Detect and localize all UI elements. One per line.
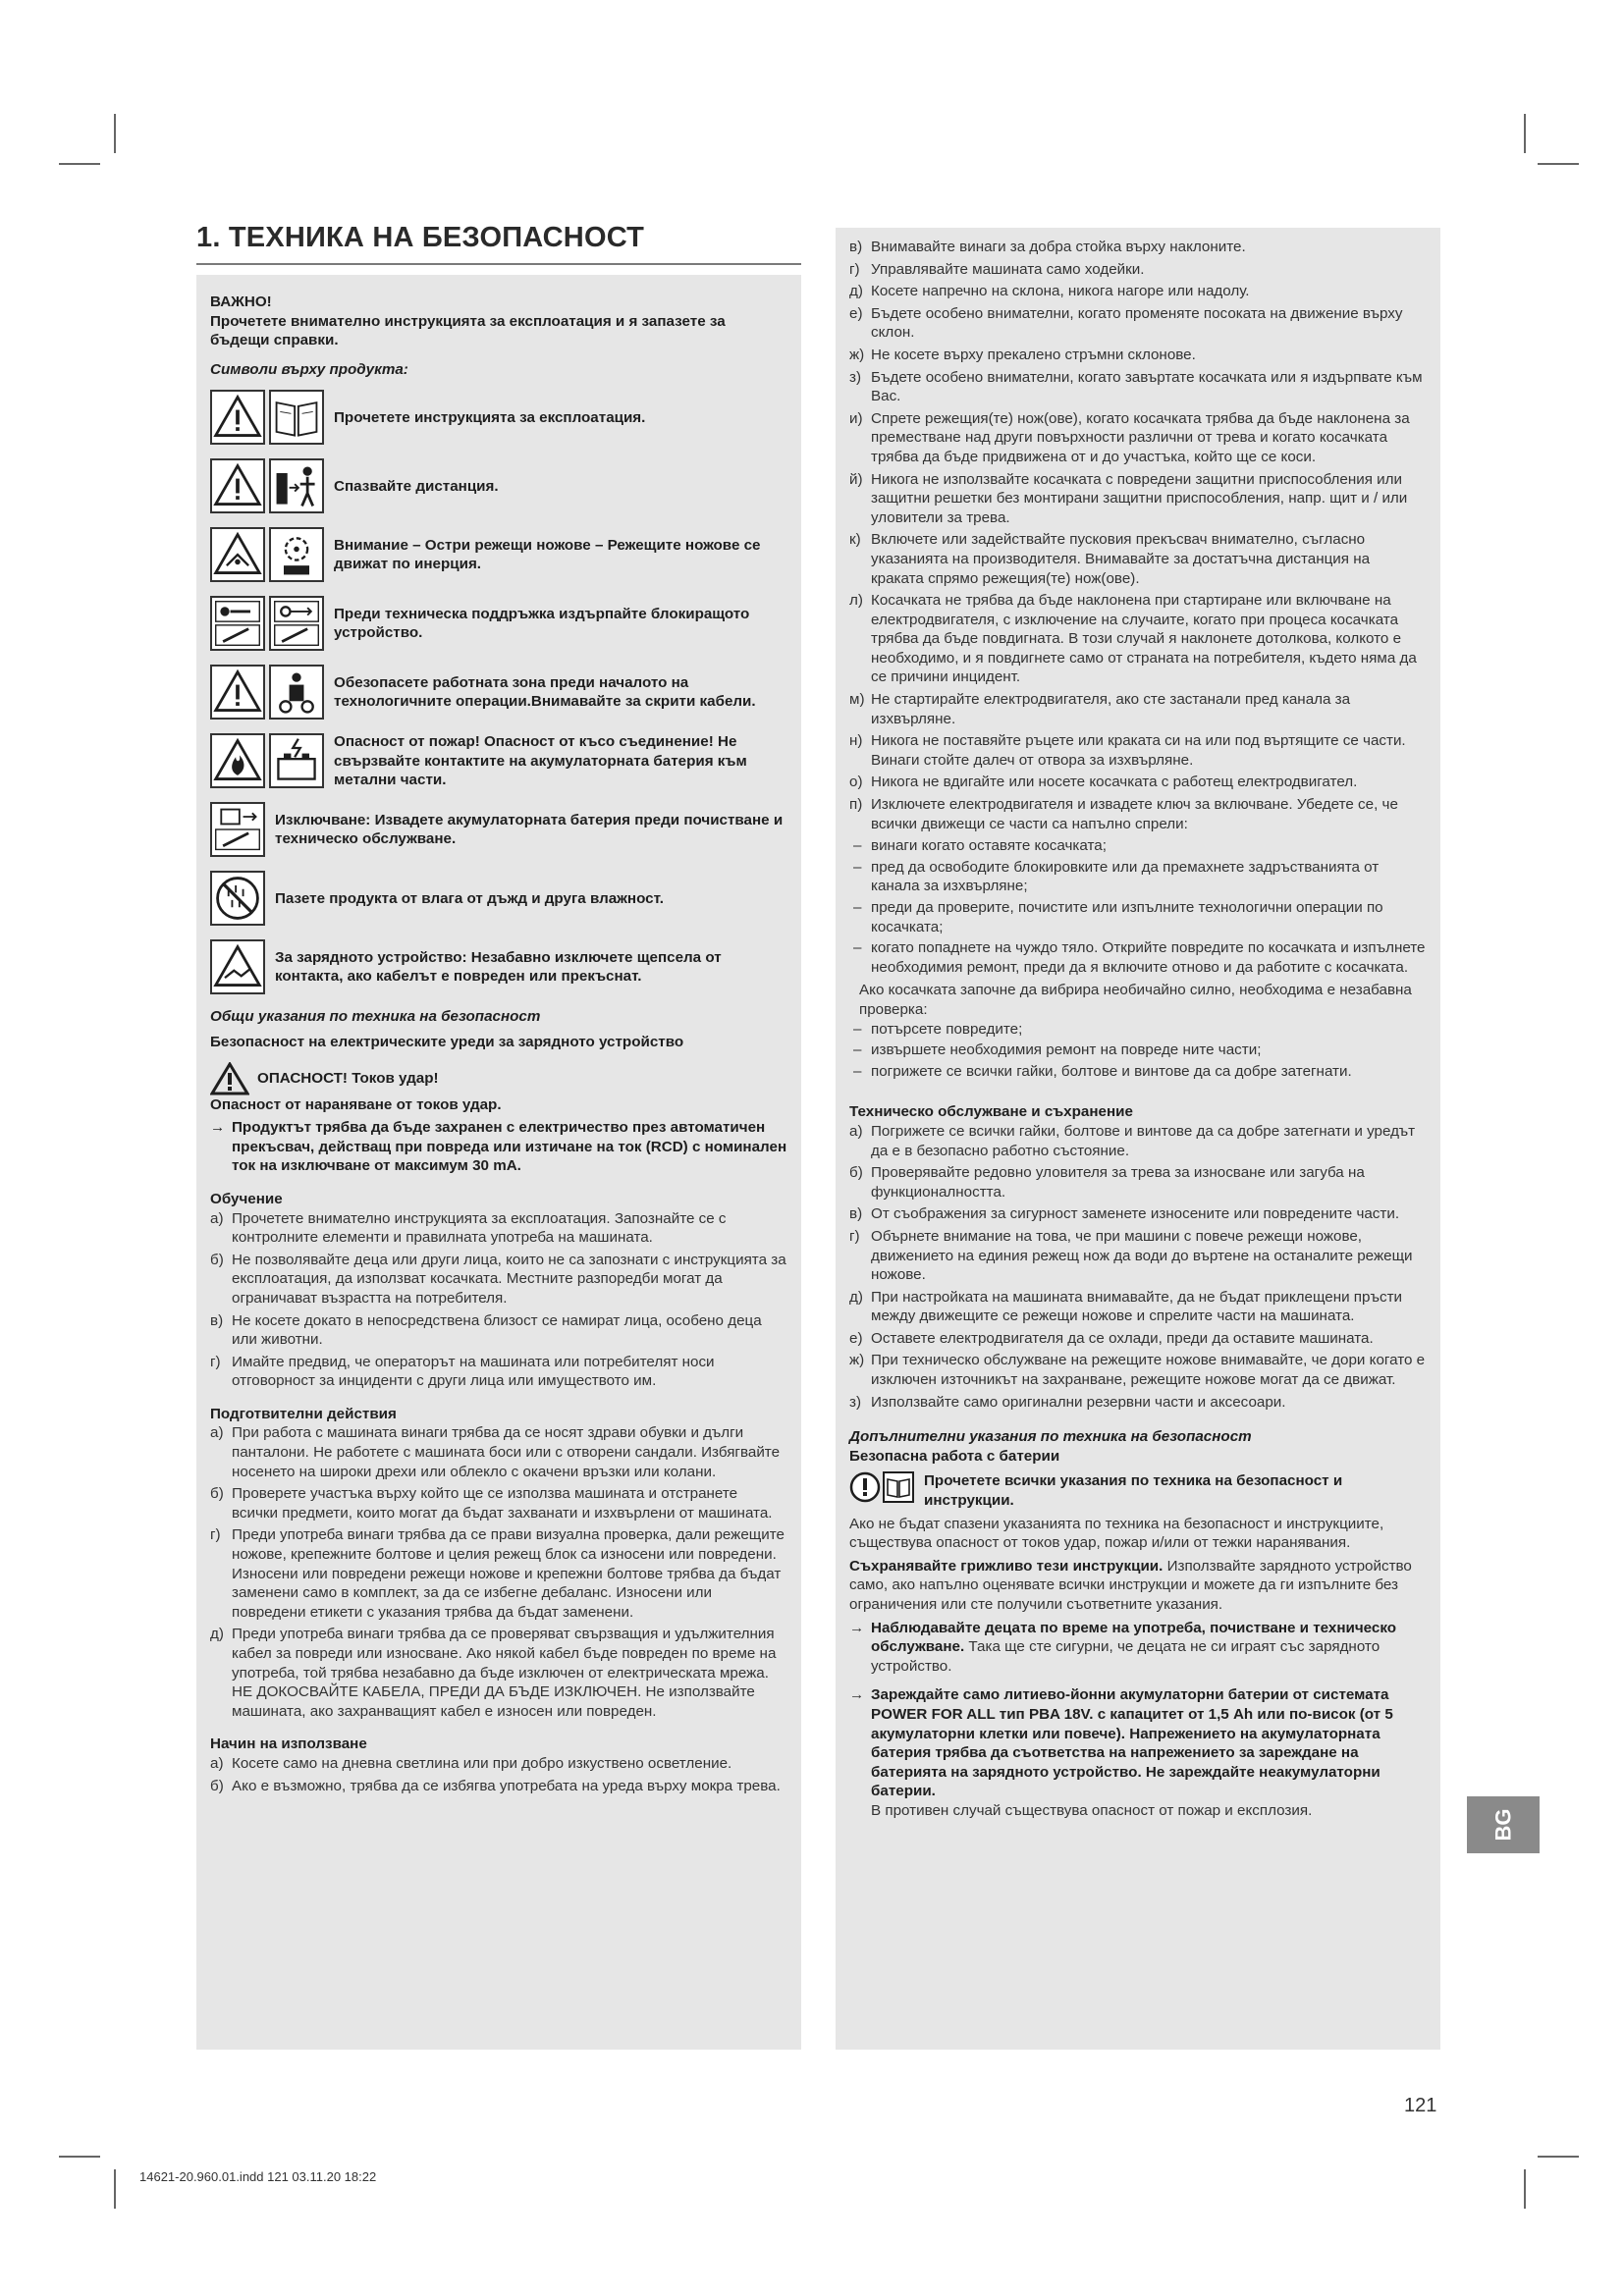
stop-conditions-list [849,836,1427,977]
dash-item [849,938,1427,977]
dash-marker: – [853,1020,862,1038]
children-text: Така ще сте сигурни, че децата не си играят със зарядното устройство. [871,1638,1380,1675]
list-marker: з) [849,368,862,386]
symbol-list [210,387,787,997]
list-text: Никога не поставяйте ръцете или краката си на или под въртящите се части. Винаги стойте далеч от отвора за изхвърляне. [871,732,1406,769]
remove-key-icon [269,596,324,651]
vibration-list [849,1020,1427,1082]
manual-book-icon [269,390,324,445]
symbol-row [210,593,787,654]
dash-marker: – [853,837,862,855]
crop-mark [59,2156,100,2158]
manual-book-icon [883,1471,914,1503]
list-marker: о) [849,774,863,791]
symbol-icons [210,802,265,857]
left-column [196,275,801,2050]
list-text: Никога не вдигайте или носете косачката с работещ електродвигател. [871,774,1358,791]
list-item [210,1251,787,1308]
symbol-row [210,936,787,997]
dash-item [849,898,1427,936]
symbol-text: Преди техническа поддръжка издърпайте блокиращото устройство. [334,605,750,642]
symbol-icons [210,527,324,582]
dash-item [849,1020,1427,1040]
list-item [849,1351,1427,1389]
list-item [849,304,1427,343]
list-text: Включете или задействайте пусковия прекъсвач внимателно, съгласно указанията на производителя. Внимавайте за достатъчна дистанция на краката спрямо режещия(те) нож(ове). [871,531,1371,587]
arrow-icon: → [210,1119,226,1137]
warning-triangle-icon [210,458,265,513]
symbols-heading: Символи върху продукта: [210,360,408,378]
symbol-row [210,455,787,516]
list-text: Внимавайте винаги за добра стойка върху наклоните. [871,239,1246,255]
dash-item [849,1062,1427,1082]
dash-marker: – [853,1062,862,1080]
list-text: Бъдете особено внимателни, когато променяте посоката на движение върху склон. [871,304,1403,342]
important-label: ВАЖНО! [210,294,272,310]
symbol-text: Внимание – Остри режещи ножове – Режещите ножове се движат по инерция. [334,536,761,573]
warning-triangle-icon [210,390,265,445]
list-text: При настройката на машината внимавайте, да не бъдат приклещени пръсти между движещите се режещи ножове и спрелите части на машината. [871,1288,1403,1325]
warning-triangle-icon [210,665,265,720]
list-marker: в) [849,239,863,255]
usage-list-continued [849,238,1427,833]
list-text: Бъдете особено внимателни, когато завъртате косачката или я издърпвате към Вас. [871,368,1423,405]
list-marker: м) [849,691,865,709]
charger-cable-warning-icon [210,939,265,994]
crop-mark [1538,2156,1579,2158]
list-text: Прочетете внимателно инструкцията за експлоатация. Запознайте се с контролните елементи и правилната употреба на машината. [232,1209,727,1247]
list-marker: ж) [849,346,865,363]
list-text: Косете само на дневна светлина или при добро изкуствено осветление. [232,1754,732,1772]
list-marker: г) [849,1227,860,1245]
list-marker: д) [210,1626,224,1643]
battery-heading: Безопасна работа с батерии [849,1447,1060,1465]
fire-warning-icon [210,733,265,788]
list-item [849,1163,1427,1201]
charge-instruction [849,1685,1427,1820]
right-column [836,228,1440,2050]
children-bold: Наблюдавайте децата по време на употреба, почистване и техническо обслужване. [871,1619,1397,1656]
sharp-blade-warning-icon [210,527,265,582]
symbol-text: Спазвайте дистанция. [334,477,499,495]
list-item [849,282,1427,301]
list-item [849,690,1427,728]
maintenance-list [849,1122,1427,1412]
list-marker: г) [210,1526,221,1544]
list-marker: б) [849,1164,863,1182]
list-text: Ако е възможно, трябва да се избягва употребата на уреда върху мокра трева. [232,1777,781,1794]
arrow-icon: → [849,1619,865,1636]
vibration-text: Ако косачката започне да вибрира необичайно силно, необходима е незабавна проверка: [859,982,1412,1018]
list-item [849,1122,1427,1160]
dash-text: винаги когато оставяте косачката; [871,837,1107,855]
symbol-text: Обезопасете работната зона преди началото на технологичните операции.Внимавайте за скрити кабели. [334,673,756,711]
list-text: Проверявайте редовно уловителя за трева за износване или загуба на функционалността. [871,1164,1365,1201]
list-item [849,260,1427,280]
list-item [849,1227,1427,1285]
usage-list [210,1754,787,1795]
list-marker: б) [210,1251,224,1268]
general-heading: Общи указания по техника на безопасност [210,1008,541,1026]
list-text: Спрете режещия(те) нож(ове), когато косачката трябва да бъде наклонена за преместване над други повърхности различни от трева и когато косачката трябва да бъде придвижена от и до участъка, който ще се коси. [871,409,1410,465]
charge-text: В противен случай съществува опасност от пожар и експлозия. [871,1801,1313,1819]
list-text: Косете напречно на склона, никога нагоре или надолу. [871,283,1250,300]
prep-list [210,1423,787,1721]
list-text: Използвайте само оригинални резервни части и аксесоари. [871,1393,1286,1411]
list-marker: к) [849,531,861,549]
symbol-icons [210,596,324,651]
children-instruction [849,1619,1427,1677]
charge-bold: Зареждайте само литиево-йонни акумулаторни батерии от системата POWER FOR ALL тип PBA 18V. с капацитет от 1,5 Ah или по-висок (от 5 акумулаторни клетки или повече). Напрежението на акумулаторната батерия трябва да съответства на напрежението за зареждане на батерията на зарядното устройство. Не зареждайте неакумулаторни батерии. [871,1686,1393,1800]
symbol-row [210,662,787,722]
training-list [210,1209,787,1391]
crop-mark [114,2169,116,2209]
symbol-row [210,524,787,585]
symbol-icons [210,871,265,926]
list-marker: а) [210,1754,224,1772]
battery-short-circuit-icon [269,733,324,788]
list-text: Не косете върху прекалено стръмни склонове. [871,346,1196,363]
important-text: Прочетете внимателно инструкцията за експлоатация и я запазете за бъдещи справки. [210,312,726,349]
page-number: 121 [1404,2095,1437,2116]
dash-item [849,858,1427,896]
list-marker: б) [210,1777,224,1794]
dash-text: когато попаднете на чуждо тяло. Открийте повредите по косачката и изпълнете необходимия ремонт, преди да я включите отново и да работите с косачката. [871,939,1426,976]
list-marker: е) [849,304,863,322]
symbol-text: Изключване: Извадете акумулаторната батерия преди почистване и техническо обслужване. [275,811,784,848]
training-heading: Обучение [210,1190,283,1207]
blade-stop-icon [269,527,324,582]
list-marker: в) [849,1205,863,1223]
dash-text: пред да освободите блокировките или да премахнете задръстванията от канала за изхвърляне; [871,858,1380,895]
keep-instructions [849,1557,1427,1615]
list-text: Преди употреба винаги трябва да се проверяват свързващия и удължителния кабел за повреди или износване. Ако някой кабел бъде повреден по време на употреба, той трябва незабавно да бъде изключен от електрическата мрежа. НЕ ДОКОСВАЙТЕ КАБЕЛА, ПРЕДИ ДА БЪДЕ ИЗКЛЮЧЕН. Не използвайте машината, ако захранващият кабел е износен или повреден. [232,1626,777,1720]
list-item [849,470,1427,528]
usage-heading: Начин на използване [210,1735,367,1753]
list-text: От съображения за сигурност заменете износените или повредените части. [871,1205,1400,1223]
symbol-icons [210,939,265,994]
list-text: Управлявайте машината само ходейки. [871,260,1145,278]
danger-warning-icon [210,1062,249,1095]
dash-text: потърсете повредите; [871,1020,1023,1038]
list-item [849,409,1427,467]
dash-text: извършете необходимия ремонт на повреде ните части; [871,1041,1262,1059]
list-text: Никога не използвайте косачката с повредени защитни приспособления или защитни решетки без монтирани защитни приспособления, напр. щит и / или уловители за трева. [871,470,1408,526]
list-item [849,731,1427,770]
battery-warning: Ако не бъдат спазени указанията по техника на безопасност и инструкциите, съществува опасност от токов удар, пожар и/или от тежки наранявания. [849,1515,1384,1552]
battery-remove-icon [210,802,265,857]
keep-distance-icon [269,458,324,513]
page-title: 1. ТЕХНИКА НА БЕЗОПАСНОСТ [196,222,645,253]
list-text: Не косете докато в непосредствена близост се намират лица, особено деца или животни. [232,1311,762,1349]
list-marker: б) [210,1485,224,1503]
maintenance-key-icon [210,596,265,651]
language-tab-label: BG [1490,1808,1515,1842]
list-item [210,1484,787,1522]
operator-area-icon [269,665,324,720]
symbol-row [210,799,787,860]
list-item [849,1393,1427,1413]
crop-mark [114,114,116,153]
symbol-text: Пазете продукта от влага от дъжд и друга влажност. [275,889,664,907]
list-item [210,1754,787,1774]
list-item [210,1423,787,1481]
list-marker: д) [849,1288,863,1306]
symbol-row [210,387,787,448]
list-text: Оставете електродвигателя да се охлади, преди да оставите машината. [871,1329,1374,1347]
battery-read-icons [849,1471,914,1503]
list-marker: л) [849,592,863,610]
list-text: Изключете електродвигателя и извадете ключ за включване. Убедете се, че всички движещи се части са напълно спрели: [871,796,1398,832]
maintenance-heading: Техническо обслужване и съхранение [849,1103,1133,1121]
dash-marker: – [853,939,862,957]
dash-text: погрижете се всички гайки, болтове и винтове да са добре затегнати. [871,1062,1352,1080]
list-item [849,238,1427,257]
list-text: Не позволявайте деца или други лица, които не са запознати с инструкцията за експлоатация, да използват косачката. Местните разпоредби могат да ограничават възрастта на потребителя. [232,1251,786,1307]
list-item [849,795,1427,833]
list-item [210,1353,787,1391]
dash-item [849,836,1427,856]
list-marker: з) [849,1393,862,1411]
crop-mark [1524,2169,1526,2209]
list-item [849,1288,1427,1326]
list-item [849,1329,1427,1349]
additional-heading: Допълнителни указания по техника на безопасност [849,1428,1252,1446]
list-marker: п) [849,796,863,814]
list-marker: а) [210,1209,224,1227]
list-marker: в) [210,1311,224,1329]
list-text: Преди употреба винаги трябва да се прави визуална проверка, дали режещите ножове, крепежните болтове и целия режещ блок са износени или повредени. Износени или повредени режещи ножове и крепежни болтове трябва да бъдат заменени само в комплект, за да се избегне дебаланс. Износени или повредени етикети с указания трябва да бъдат заменени. [232,1526,785,1621]
no-rain-icon [210,871,265,926]
symbol-row [210,730,787,791]
list-marker: г) [210,1353,221,1370]
list-item [210,1209,787,1248]
list-marker: ж) [849,1352,865,1369]
list-marker: а) [849,1122,863,1140]
list-item [849,530,1427,588]
list-text: Обърнете внимание на това, че при машини с повече режещи ножове, движението на единия режещ нож да води до въртене на останалите режещи ножове. [871,1227,1413,1284]
list-text: При техническо обслужване на режещите ножове внимавайте, че дори когато е изключен източникът на захранване, режещите ножове могат да се движат. [871,1352,1426,1389]
symbol-text: Прочетете инструкцията за експлоатация. [334,408,646,426]
list-item [210,1625,787,1721]
dash-marker: – [853,858,862,876]
list-marker: а) [210,1424,224,1442]
symbol-icons [210,733,324,788]
prep-heading: Подготвителни действия [210,1405,397,1422]
symbol-text: Опасност от пожар! Опасност от късо съединение! Не свързвайте контактите на акумулаторната батерия към метални части. [334,732,747,789]
battery-read-row [849,1471,1427,1510]
symbol-icons [210,390,324,445]
danger-label: ОПАСНОСТ! Токов удар! [257,1069,439,1087]
crop-mark [1524,114,1526,153]
list-item [210,1525,787,1622]
list-item [849,773,1427,792]
crop-mark [1538,163,1579,165]
arrow-icon: → [849,1686,865,1704]
electrical-heading: Безопасност на електрическите уреди за зарядното устройство [210,1033,684,1050]
list-item [210,1777,787,1796]
warning-circle-icon [849,1471,881,1503]
danger-row [210,1062,787,1095]
list-text: При работа с машината винаги трябва да се носят здрави обувки и дълги панталони. Не работете с машината боси или с отворени сандали. Избягвайте носенето на широки дрехи или облекло с окачени връзки или колани. [232,1424,781,1480]
list-text: Не стартирайте електродвигателя, ако сте застанали пред канала за изхвърляне. [871,691,1351,727]
list-item [849,1204,1427,1224]
dash-marker: – [853,1041,862,1059]
crop-mark [59,163,100,165]
list-marker: й) [849,470,863,488]
list-marker: д) [849,283,863,300]
list-text: Погрижете се всички гайки, болтове и винтове да са добре затегнати и уредът да е в безопасно работно състояние. [871,1122,1416,1159]
print-footer: 14621-20.960.01.indd 121 03.11.20 18:22 [139,2169,377,2184]
list-item [849,346,1427,365]
dash-item [849,1041,1427,1060]
list-marker: н) [849,732,863,750]
list-text: Имайте предвид, че операторът на машината или потребителят носи отговорност за инциденти с други лица или имуществото им. [232,1353,715,1390]
list-marker: и) [849,409,863,427]
language-tab [1467,1796,1540,1853]
symbol-text: За зарядното устройство: Незабавно изключете щепсела от контакта, ако кабелът е повреден или прекъснат. [275,948,722,986]
symbol-icons [210,665,324,720]
title-rule [196,263,801,265]
dash-marker: – [853,899,862,916]
dash-text: преди да проверите, почистите или изпълните технологични операции по косачката; [871,899,1383,935]
symbol-icons [210,458,324,513]
list-text: Косачката не трябва да бъде наклонена при стартиране или включване на електродвигателя, с изключение на случаите, когато при процеса косачката трябва да бъде повдигната. В този случай я наклонете дотолкова, колкото е необходимо, и я повдигнете само от страната на потребителя, където няма да се причини инцидент. [871,592,1417,686]
list-text: Проверете участъка върху който ще се използва машината и отстранете всички предмети, които могат да бъдат захванати и изхвърлени от машината. [232,1485,773,1522]
danger-subtitle: Опасност от нараняване от токов удар. [210,1095,502,1113]
list-marker: г) [849,260,860,278]
list-item [849,591,1427,687]
battery-read-text: Прочетете всички указания по техника на безопасност и инструкции. [924,1472,1343,1510]
symbol-row [210,868,787,929]
rcd-text: Продуктът трябва да бъде захранен с електричество през автоматичен прекъсвач, действащ при повреда или изтичане на ток (RCD) с номинален ток на изключване от максимум 30 mA. [232,1119,787,1175]
keep-bold: Съхранявайте грижливо тези инструкции. [849,1557,1164,1575]
list-item [849,368,1427,406]
list-marker: е) [849,1329,863,1347]
keep-text: Използвайте зарядното устройство само, ако напълно оценявате всички инструкции и можете да ги изпълните без ограничения или сте получили съответните указания. [849,1557,1412,1613]
rcd-instruction [210,1118,787,1176]
list-item [210,1311,787,1350]
